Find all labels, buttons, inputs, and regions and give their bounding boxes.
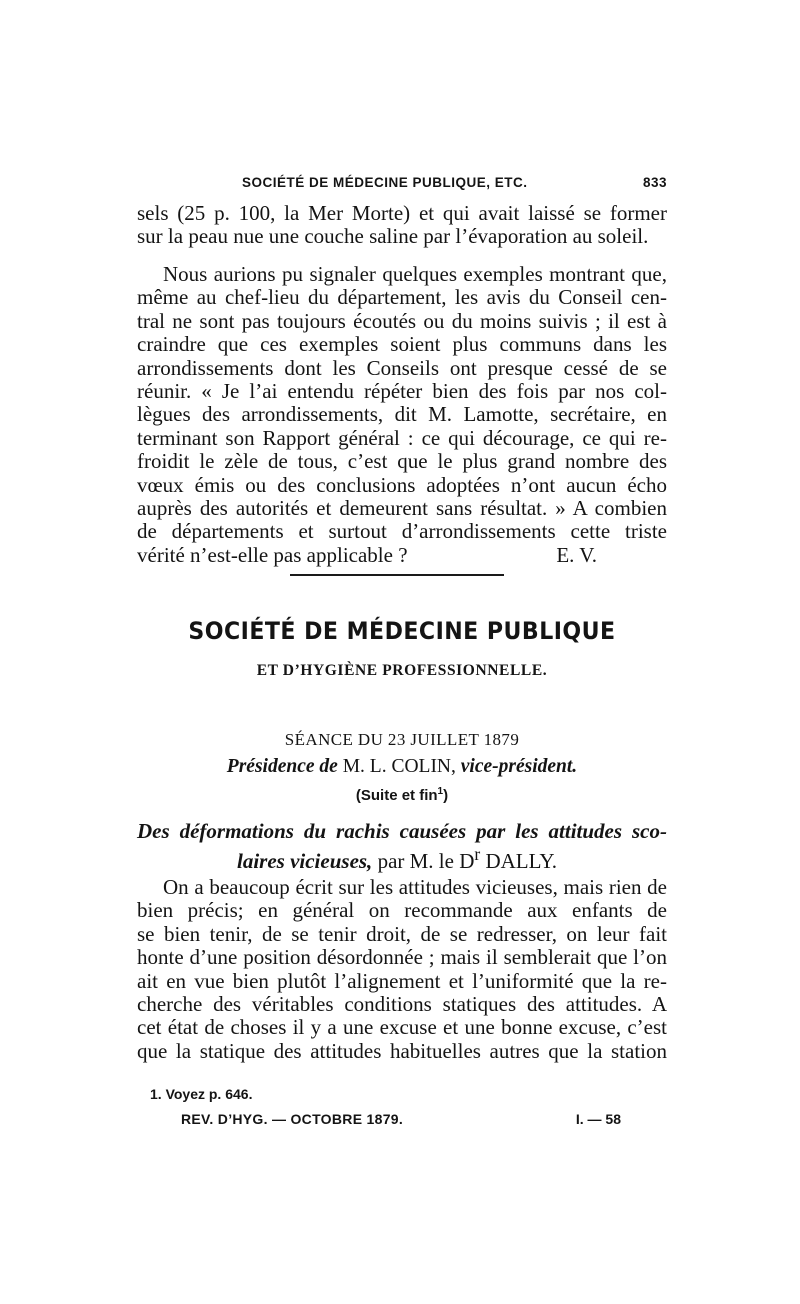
page-number: 833 xyxy=(642,175,667,190)
text-line: cet état de choses il y a une excuse et une bonne excuse, c’est xyxy=(137,1016,667,1040)
paper-author-name: DALLY. xyxy=(485,849,558,874)
text-line: même au chef-lieu du département, les avis du Conseil cen- xyxy=(137,286,667,310)
text-line: que la statique des attitudes habituelles autres que la station xyxy=(137,1039,667,1063)
text-line: craindre que ces exemples soient plus communs dans les xyxy=(137,333,667,357)
text-line: réunir. « Je l’ai entendu répéter bien des fois par nos col- xyxy=(137,379,667,403)
footnote-ref: 1 xyxy=(437,786,444,797)
paragraph-attitudes xyxy=(137,876,667,1063)
paper-author: par M. le D xyxy=(377,849,475,874)
text-line: froidit le zèle de tous, c’est que le plus grand nombre des xyxy=(137,450,667,474)
session-presidency xyxy=(137,756,667,778)
journal-reference: REV. D’HYG. — OCTOBRE 1879. xyxy=(181,1111,404,1127)
section-divider xyxy=(290,574,504,576)
president-role: vice-président. xyxy=(460,756,578,777)
text-line: bien précis; en général on recommande aux enfants de xyxy=(137,899,667,923)
section-title: SOCIÉTÉ DE MÉDECINE PUBLIQUE xyxy=(188,617,616,645)
page-footer xyxy=(181,1111,621,1131)
text-line: vœux émis ou des conclusions adoptées n’ont aucun écho xyxy=(137,473,667,497)
text-line: se bien tenir, de se tenir droit, de se redresser, on leur fait xyxy=(137,922,667,946)
text-line: vérité n’est-elle pas applicable ? xyxy=(137,543,408,567)
footnote: 1. Voyez p. 646. xyxy=(150,1086,253,1102)
text-line: sur la peau nue une couche saline par l’évaporation au soleil. xyxy=(137,225,649,249)
text-line: terminant son Rapport général : ce qui décourage, ce qui re- xyxy=(137,426,667,450)
text-line: lègues des arrondissements, dit M. Lamotte, secrétaire, en xyxy=(137,403,667,427)
running-head xyxy=(137,172,667,194)
text-line: auprès des autorités et demeurent sans résultat. » A combien xyxy=(137,496,667,520)
section-subtitle: ET D’HYGIÈNE PROFESSIONNELLE. xyxy=(256,662,548,679)
presidency-label: Présidence de xyxy=(226,756,338,777)
continuation-note xyxy=(137,786,667,804)
text-line: sels (25 p. 100, la Mer Morte) et qui avait laissé se former xyxy=(137,202,667,225)
sheet-signature: I. — 58 xyxy=(575,1111,621,1127)
paper-title-line xyxy=(137,843,667,873)
continuation-text: (Suite et fin xyxy=(355,787,438,804)
text-line: Nous aurions pu signaler quelques exemples montrant que, xyxy=(163,263,667,286)
last-line-with-signature xyxy=(137,544,667,567)
president-name: M. L. COLIN, xyxy=(342,756,456,777)
paper-title xyxy=(137,820,667,874)
text-line: de départements et surtout d’arrondissements cette triste xyxy=(137,520,667,544)
paper-title-end: laires vicieuses, xyxy=(237,849,373,874)
paragraph-continued xyxy=(137,202,667,249)
text-line: honte d’une position désordonnée ; mais il semblerait que l’on xyxy=(137,946,667,970)
text-line: arrondissements dont les Conseils ont presque cessé de se xyxy=(137,356,667,380)
author-signature: E. V. xyxy=(556,542,597,567)
paper-title-line: Des déformations du rachis causées par les attitudes sco- xyxy=(137,819,667,843)
running-head-title: SOCIÉTÉ DE MÉDECINE PUBLIQUE, ETC. xyxy=(242,175,528,190)
paragraph-conseils xyxy=(137,263,667,567)
text-line: On a beaucoup écrit sur les attitudes vicieuses, mais rien de xyxy=(163,876,667,899)
session-date: SÉANCE DU 23 JUILLET 1879 xyxy=(284,730,520,749)
text-line: tral ne sont pas toujours écoutés ou du moins suivis ; il est à xyxy=(137,309,667,333)
continuation-close: ) xyxy=(443,787,449,804)
author-title-sup: r xyxy=(474,844,481,865)
text-line: cherche des véritables conditions statiques des attitudes. A xyxy=(137,992,667,1016)
text-line: ait en vue bien plutôt l’alignement et l’uniformité que la re- xyxy=(137,969,667,993)
